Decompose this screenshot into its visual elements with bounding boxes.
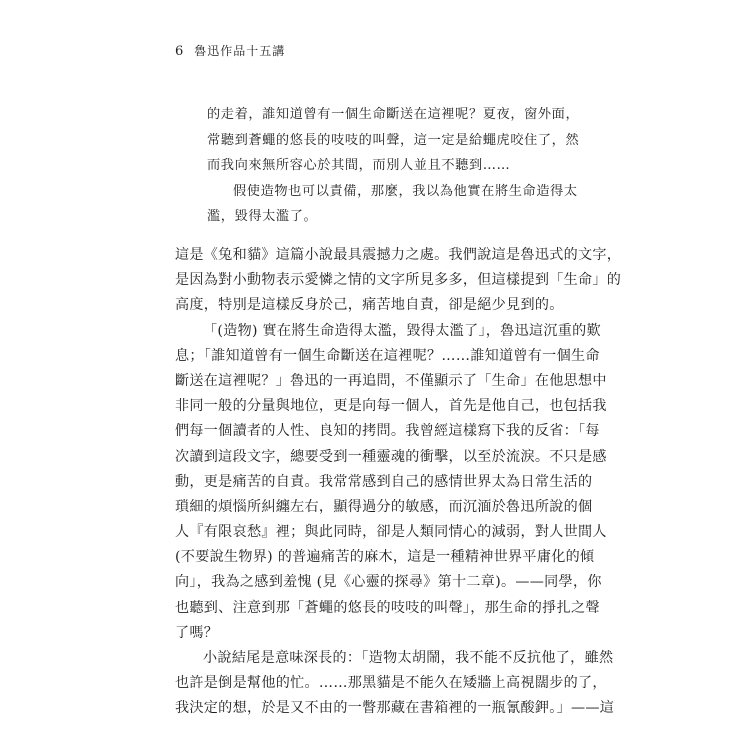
- body-line: (不要說生物界) 的普遍痛苦的麻木，這是一種精神世界平庸化的傾: [175, 549, 595, 566]
- body-line: 高度，特別是這樣反身於己，痛苦地自責，卻是絕少見到的。: [175, 297, 564, 314]
- body-line: 也許是倒是幫他的忙。……那黑貓是不能久在矮牆上高視闊步的了，: [175, 675, 607, 692]
- block-quote: [207, 102, 580, 230]
- body-line: 瑣細的煩惱所糾纏左右，顯得過分的敏感，而沉湎於魯迅所說的個: [175, 498, 593, 515]
- body-line: 們每一個讀者的人性、良知的拷問。我曾經這樣寫下我的反省：「每: [175, 423, 600, 440]
- body-line: 也聽到、注意到那「蒼蠅的悠長的吱吱的叫聲」，那生命的掙扎之聲: [175, 599, 600, 616]
- body-line: 斷送在這裡呢？」魯迅的一再追問，不僅顯示了「生命」在他思想中: [175, 372, 607, 389]
- quote-line: 的走着，誰知道曾有一個生命斷送在這裡呢？夏夜，窗外面，: [207, 107, 580, 122]
- body-line: 次讀到這段文字，總要受到一種靈魂的衝擊，以至於流淚。不只是感: [175, 448, 607, 465]
- body-line: 小說結尾是意味深長的：「造物太胡鬧，我不能不反抗他了，雖然: [203, 650, 614, 666]
- running-title: 魯迅作品十五講: [194, 44, 286, 58]
- body-line: 非同一般的分量與地位，更是向每一個人，首先是他自己，也包括我: [175, 398, 607, 415]
- body-line: 人『有限哀愁』裡；與此同時，卻是人類同情心的減弱，對人世間人: [175, 524, 607, 541]
- body-line: 動，更是痛苦的自責。我常常感到自己的感情世界太為日常生活的: [175, 473, 593, 490]
- body-line: 息；「誰知道曾有一個生命斷送在這裡呢？……誰知道曾有一個生命: [175, 347, 600, 364]
- body-line: 「(造物) 實在將生命造得太濫，毀得太濫了」，魯迅這沉重的歎: [203, 322, 601, 339]
- body-line: 我決定的想，於是又不由的一瞥那藏在書箱裡的一瓶氰酸鉀。」——這: [175, 700, 615, 717]
- quote-line: 濫，毀得太濫了。: [207, 209, 318, 225]
- body-text: [175, 243, 622, 722]
- body-line: 向」，我為之感到羞愧 (見《心靈的探尋》第十二章)。——同學，你: [175, 574, 602, 591]
- quote-line: 而我向來無所容心於其間，而別人並且不聽到……: [207, 158, 511, 174]
- quote-line: 常聽到蒼蠅的悠長的吱吱的叫聲，這一定是給蠅虎咬住了，然: [207, 132, 580, 148]
- quote-line: 假使造物也可以責備，那麼，我以為他實在將生命造得太: [233, 183, 578, 199]
- running-head: [175, 42, 285, 59]
- body-line: 這是《兔和貓》這篇小說最具震撼力之處。我們說這是魯迅式的文字，: [175, 247, 622, 263]
- page-number: 6: [175, 44, 185, 59]
- body-line: 了嗎？: [175, 624, 219, 641]
- body-line: 是因為對小動物表示愛憐之情的文字所見多多，但這樣提到「生命」的: [175, 272, 622, 289]
